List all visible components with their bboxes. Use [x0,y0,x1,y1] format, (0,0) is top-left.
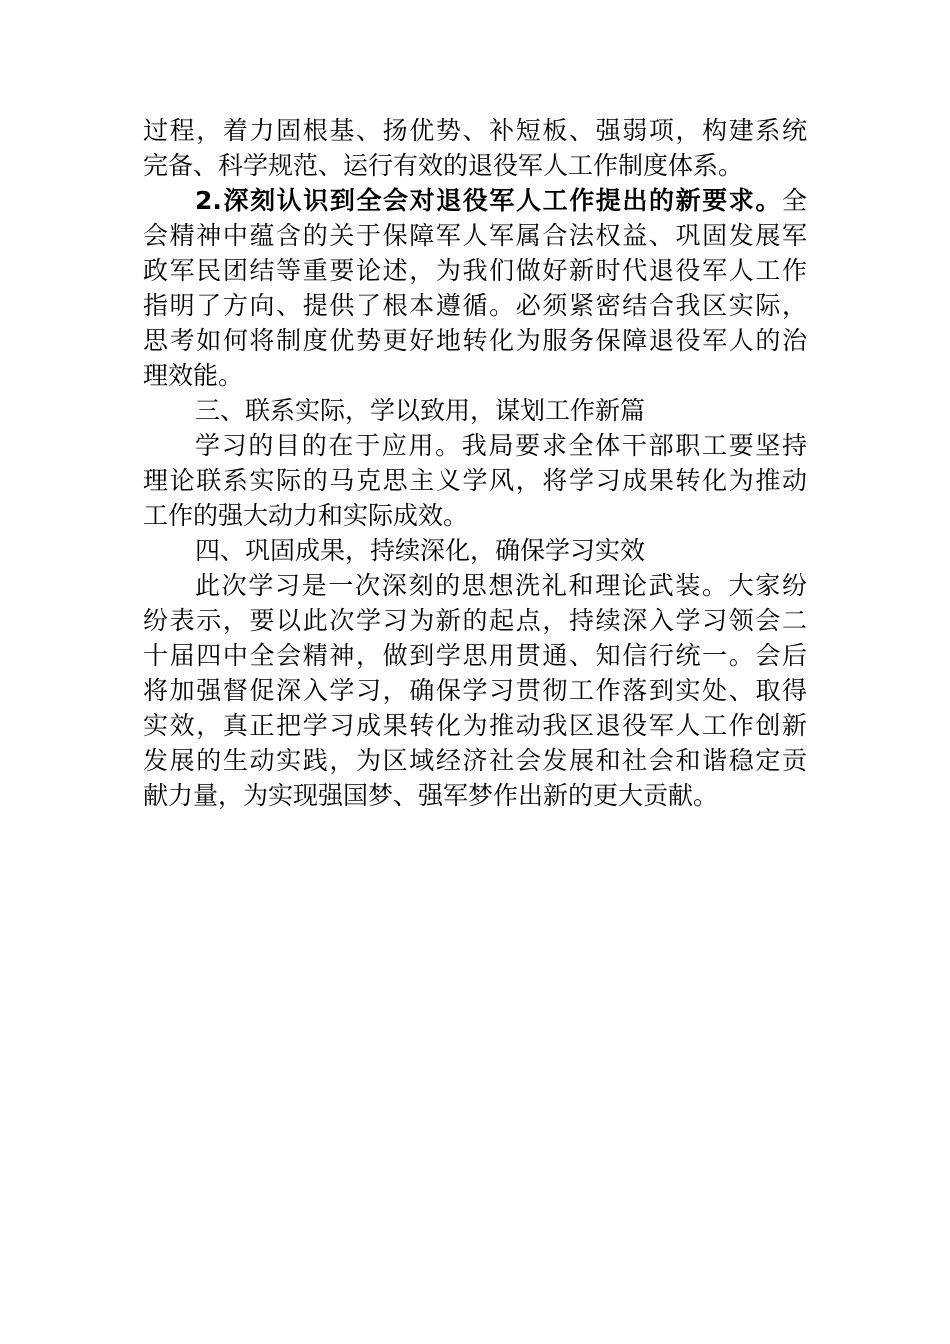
paragraph-line: 实效，真正把学习成果转化为推动我区退役军人工作创新 [143,711,807,740]
paragraph-line: 发展的生动实践，为区域经济社会发展和社会和谐稳定贡 [143,746,807,775]
paragraph-line: 将加强督促深入学习，确保学习贯彻工作落到实处、取得 [143,676,807,705]
paragraph-line: 理论联系实际的马克思主义学风，将学习成果转化为推动 [143,466,807,495]
paragraph-line: 理效能。 [143,361,244,390]
section-4-first-line: 此次学习是一次深刻的思想洗礼和理论武装。大家纷 [195,571,807,600]
point-2-tail: 全 [781,186,807,215]
paragraph-line: 政军民团结等重要论述，为我们做好新时代退役军人工作 [143,256,807,285]
paragraph-line: 过程，着力固根基、扬优势、补短板、强弱项，构建系统 [143,116,807,145]
paragraph-line: 思考如何将制度优势更好地转化为服务保障退役军人的治 [143,326,807,355]
paragraph-line: 十届四中全会精神，做到学思用贯通、知信行统一。会后 [143,641,807,670]
point-2-first-line [143,183,807,218]
section-4-heading: 四、巩固成果，持续深化，确保学习实效 [195,536,646,565]
paragraph-line: 指明了方向、提供了根本遵循。必须紧密结合我区实际， [143,291,807,320]
paragraph-line: 会精神中蕴含的关于保障军人军属合法权益、巩固发展军 [143,221,807,250]
section-3-first-line: 学习的目的在于应用。我局要求全体干部职工要坚持 [195,431,807,460]
paragraph-line: 献力量，为实现强国梦、强军梦作出新的更大贡献。 [143,781,719,810]
section-3-heading: 三、联系实际，学以致用，谋划工作新篇 [195,396,646,425]
paragraph-line: 纷表示，要以此次学习为新的起点，持续深入学习领会二 [143,606,807,635]
paragraph-line: 完备、科学规范、运行有效的退役军人工作制度体系。 [143,151,744,180]
point-2-bold-lead: 2.深刻认识到全会对退役军人工作提出的新要求。 [195,186,782,215]
document-page [143,113,807,813]
paragraph-line: 工作的强大动力和实际成效。 [143,501,469,530]
